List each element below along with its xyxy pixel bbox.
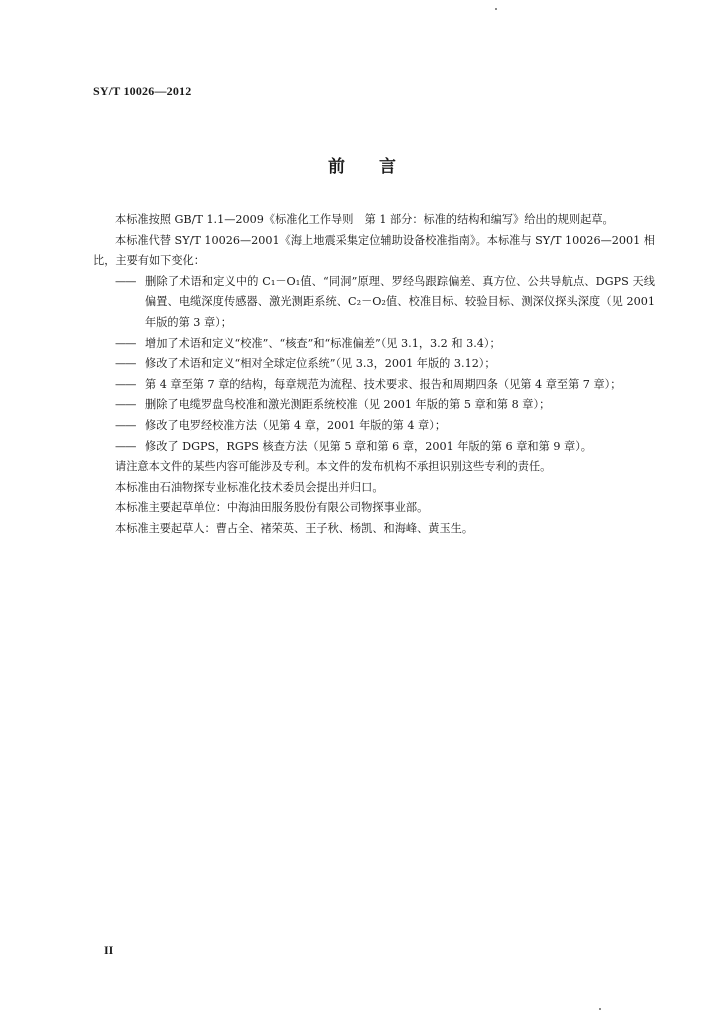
patent-notice: 请注意本文件的某些内容可能涉及专利。本文件的发布机构不承担识别这些专利的责任。 — [115, 460, 552, 474]
list-dash: —— — [115, 377, 136, 391]
page-number: II — [104, 943, 114, 957]
list-item-text: 修改了 DGPS，RGPS 核查方法（见第 5 章和第 6 章，2001 年版的第 6 章和第 9 章）。 — [145, 439, 592, 453]
list-dash: —— — [115, 398, 136, 412]
paragraph-replacement: 本标准代替 SY/T 10026—2001《海上地震采集定位辅助设备校准指南》。本标准与 SY/T 10026—2001 相比，主要有如下变化： — [93, 233, 655, 268]
document-body — [93, 210, 655, 540]
list-item-text: 增加了术语和定义“校准”、“核查”和“标准偏差”（见 3.1，3.2 和 3.4）； — [145, 336, 501, 350]
list-item — [93, 334, 655, 355]
list-item-text: 删除了术语和定义中的 C₁－O₁值、“同洞”原理、罗经鸟跟踪偏差、真方位、公共导航点、DGPS 天线偏置、电缆深度传感器、激光测距系统、C₂－O₂值、校准目标、较验目标、测深仪探头深度（见 2001 年版的第 3 章）； — [145, 274, 655, 329]
list-item-text: 修改了电罗经校准方法（见第 4 章，2001 年版的第 4 章）； — [145, 418, 447, 432]
list-item — [93, 437, 655, 458]
list-dash: —— — [115, 274, 136, 288]
list-item — [93, 354, 655, 375]
list-dash: —— — [115, 418, 136, 432]
drafting-unit-statement: 本标准主要起草单位：中海油田服务股份有限公司物探事业部。 — [115, 501, 429, 515]
list-item-text: 修改了术语和定义“相对全球定位系统”（见 3.3，2001 年版的 3.12）； — [145, 357, 496, 371]
list-item-text: 第 4 章至第 7 章的结构，每章规范为流程、技术要求、报告和周期四条（见第 4 章至第 7 章）； — [145, 377, 622, 391]
changes-list — [93, 272, 655, 457]
drafters-statement: 本标准主要起草人：曹占全、褚荣英、王子秋、杨凯、和海峰、黄玉生。 — [115, 521, 474, 535]
list-item — [93, 375, 655, 396]
list-item — [93, 416, 655, 437]
list-item — [93, 272, 655, 334]
scan-speck — [599, 1008, 601, 1010]
list-item-text: 删除了电缆罗盘鸟校准和激光测距系统校准（见 2001 年版的第 5 章和第 8 章）； — [145, 398, 551, 412]
scan-speck — [495, 8, 497, 10]
paragraph-drafting-rules: 本标准按照 GB/T 1.1—2009《标准化工作导则 第 1 部分：标准的结构和编写》给出的规则起草。 — [115, 213, 614, 226]
proposer-statement: 本标准由石油物探专业标准化技术委员会提出并归口。 — [115, 480, 384, 494]
list-dash: —— — [115, 336, 136, 350]
list-item — [93, 395, 655, 416]
page-title: 前言 — [328, 157, 430, 177]
standard-code: SY/T 10026—2012 — [93, 84, 192, 98]
list-dash: —— — [115, 439, 136, 453]
list-dash: —— — [115, 357, 136, 371]
